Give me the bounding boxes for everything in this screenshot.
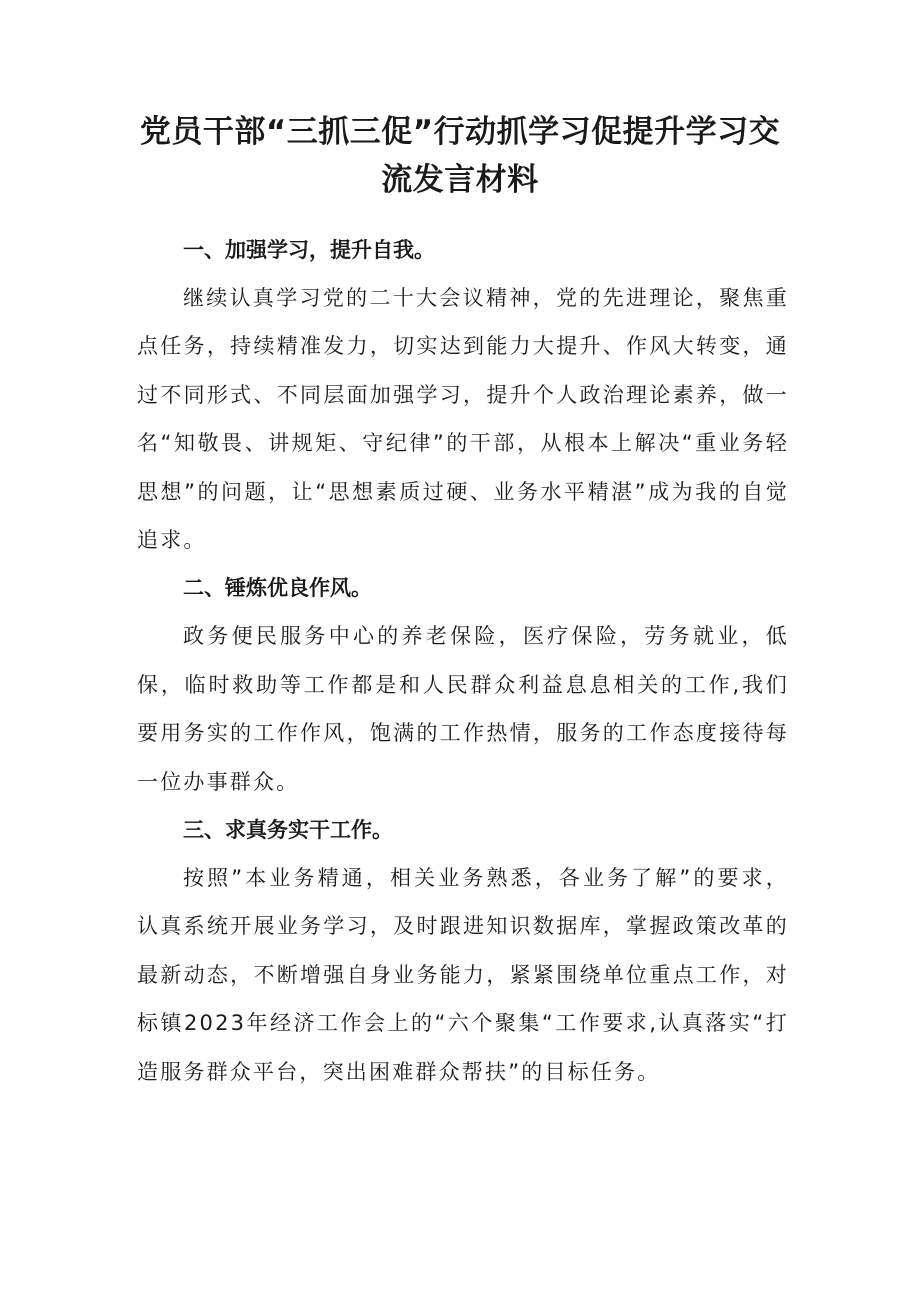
document-body: [137, 226, 789, 1096]
section-1-heading: 一、加强学习，提升自我。: [183, 238, 435, 262]
title-line-2: 流发言材料: [381, 162, 539, 198]
section-3-paragraph: 按照”本业务精通，相关业务熟悉，各业务了解”的要求，认真系统开展业务学习，及时跟进知识数据库，掌握政策改革的最新动态，不断增强自身业务能力，紧紧围绕单位重点工作，对标镇2023年经济工作会上的“六个聚集“工作要求,认真落实“打造服务群众平台，突出困难群众帮扶”的目标任务。: [137, 866, 789, 1084]
section-2-heading: 二、锤炼优良作风。: [183, 576, 372, 601]
document-title: [130, 108, 790, 204]
section-1-paragraph: 继续认真学习党的二十大会议精神，党的先进理论，聚焦重点任务，持续精准发力，切实达到能力大提升、作风大转变，通过不同形式、不同层面加强学习，提升个人政治理论素养，做一名“知敬畏、讲规矩、守纪律”的干部，从根本上解决“重业务轻思想”的问题，让“思想素质过硬、业务水平精湛”成为我的自觉追求。: [137, 286, 789, 553]
section-3-heading: 三、求真务实干工作。: [183, 818, 393, 843]
section-2-paragraph: 政务便民服务中心的养老保险，医疗保险，劳务就业，低保，临时救助等工作都是和人民群众利益息息相关的工作,我们要用务实的工作作风，饱满的工作热情，服务的工作态度接待每一位办事群众。: [137, 624, 789, 794]
title-line-1: 党员干部“三抓三促”行动抓学习促提升学习交: [139, 114, 781, 150]
